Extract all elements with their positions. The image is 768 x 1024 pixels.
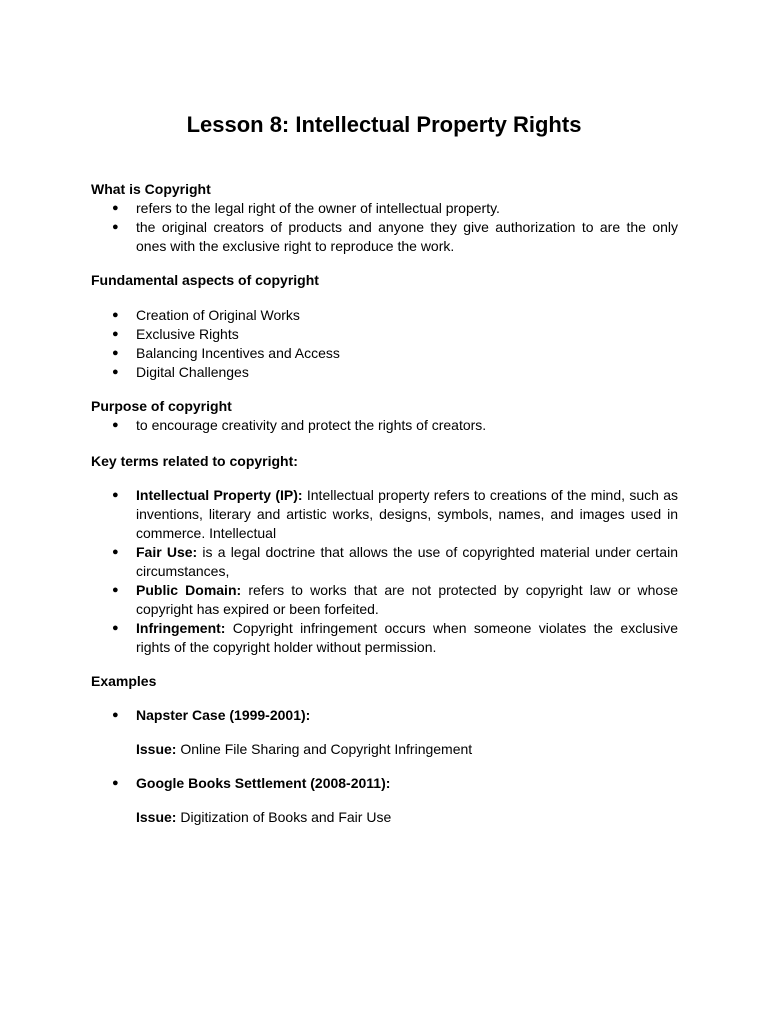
document-body <box>91 180 678 827</box>
list-item: ● Digital Challenges <box>91 363 678 382</box>
example-google-books <box>91 774 678 793</box>
list-item: ● Exclusive Rights <box>91 325 678 344</box>
key-term-public-domain <box>91 581 678 619</box>
key-terms-list <box>91 486 678 657</box>
case-title: Napster Case (1999-2001): <box>136 707 311 723</box>
list-item: ● the original creators of products and anyone they give authorization to are the only ones with the exclusive right to reproduce the work. <box>91 218 678 256</box>
section-heading-key-terms: Key terms related to copyright: <box>91 453 298 469</box>
issue-text: Online File Sharing and Copyright Infringement <box>176 741 473 757</box>
example-issue <box>91 808 678 827</box>
term-label: Intellectual Property (IP): <box>136 487 303 503</box>
term-definition: Intellectual property refers to creations of the mind, such as inventions, literary and artistic works, designs, symbols, names, and images used in commerce. Intellectual <box>136 487 679 541</box>
examples-list <box>91 706 678 725</box>
term-definition: refers to works that are not protected by copyright law or whose copyright has expired or been forfeited. <box>136 582 678 617</box>
list-item: ● Creation of Original Works <box>91 306 678 325</box>
key-term-intellectual-property <box>91 486 678 543</box>
term-label: Fair Use: <box>136 544 198 560</box>
section-heading-what-is-copyright: What is Copyright <box>91 181 211 197</box>
example-issue <box>91 740 678 759</box>
issue-text: Digitization of Books and Fair Use <box>176 809 392 825</box>
term-definition: is a legal doctrine that allows the use of copyrighted material under certain circumstances, <box>136 544 678 579</box>
list-item: ● Balancing Incentives and Access <box>91 344 678 363</box>
key-term-fair-use <box>91 543 678 581</box>
key-term-infringement <box>91 619 678 657</box>
purpose-list <box>91 416 678 435</box>
term-definition: Copyright infringement occurs when someone violates the exclusive rights of the copyright holder without permission. <box>136 620 678 655</box>
copyright-definition-list <box>91 199 678 256</box>
term-label: Public Domain: <box>136 582 242 598</box>
issue-label: Issue: <box>136 741 177 757</box>
list-item: ● refers to the legal right of the owner of intellectual property. <box>91 199 678 218</box>
section-heading-examples: Examples <box>91 673 157 689</box>
list-item: ● to encourage creativity and protect the rights of creators. <box>91 416 678 435</box>
fundamental-aspects-list <box>91 306 678 382</box>
section-heading-purpose: Purpose of copyright <box>91 398 232 414</box>
section-heading-fundamental-aspects: Fundamental aspects of copyright <box>91 272 319 288</box>
page-title: Lesson 8: Intellectual Property Rights <box>186 112 582 137</box>
examples-list-2 <box>91 774 678 793</box>
example-napster-case <box>91 706 678 725</box>
term-label: Infringement: <box>136 620 226 636</box>
case-title: Google Books Settlement (2008-2011): <box>136 775 391 791</box>
issue-label: Issue: <box>136 809 177 825</box>
